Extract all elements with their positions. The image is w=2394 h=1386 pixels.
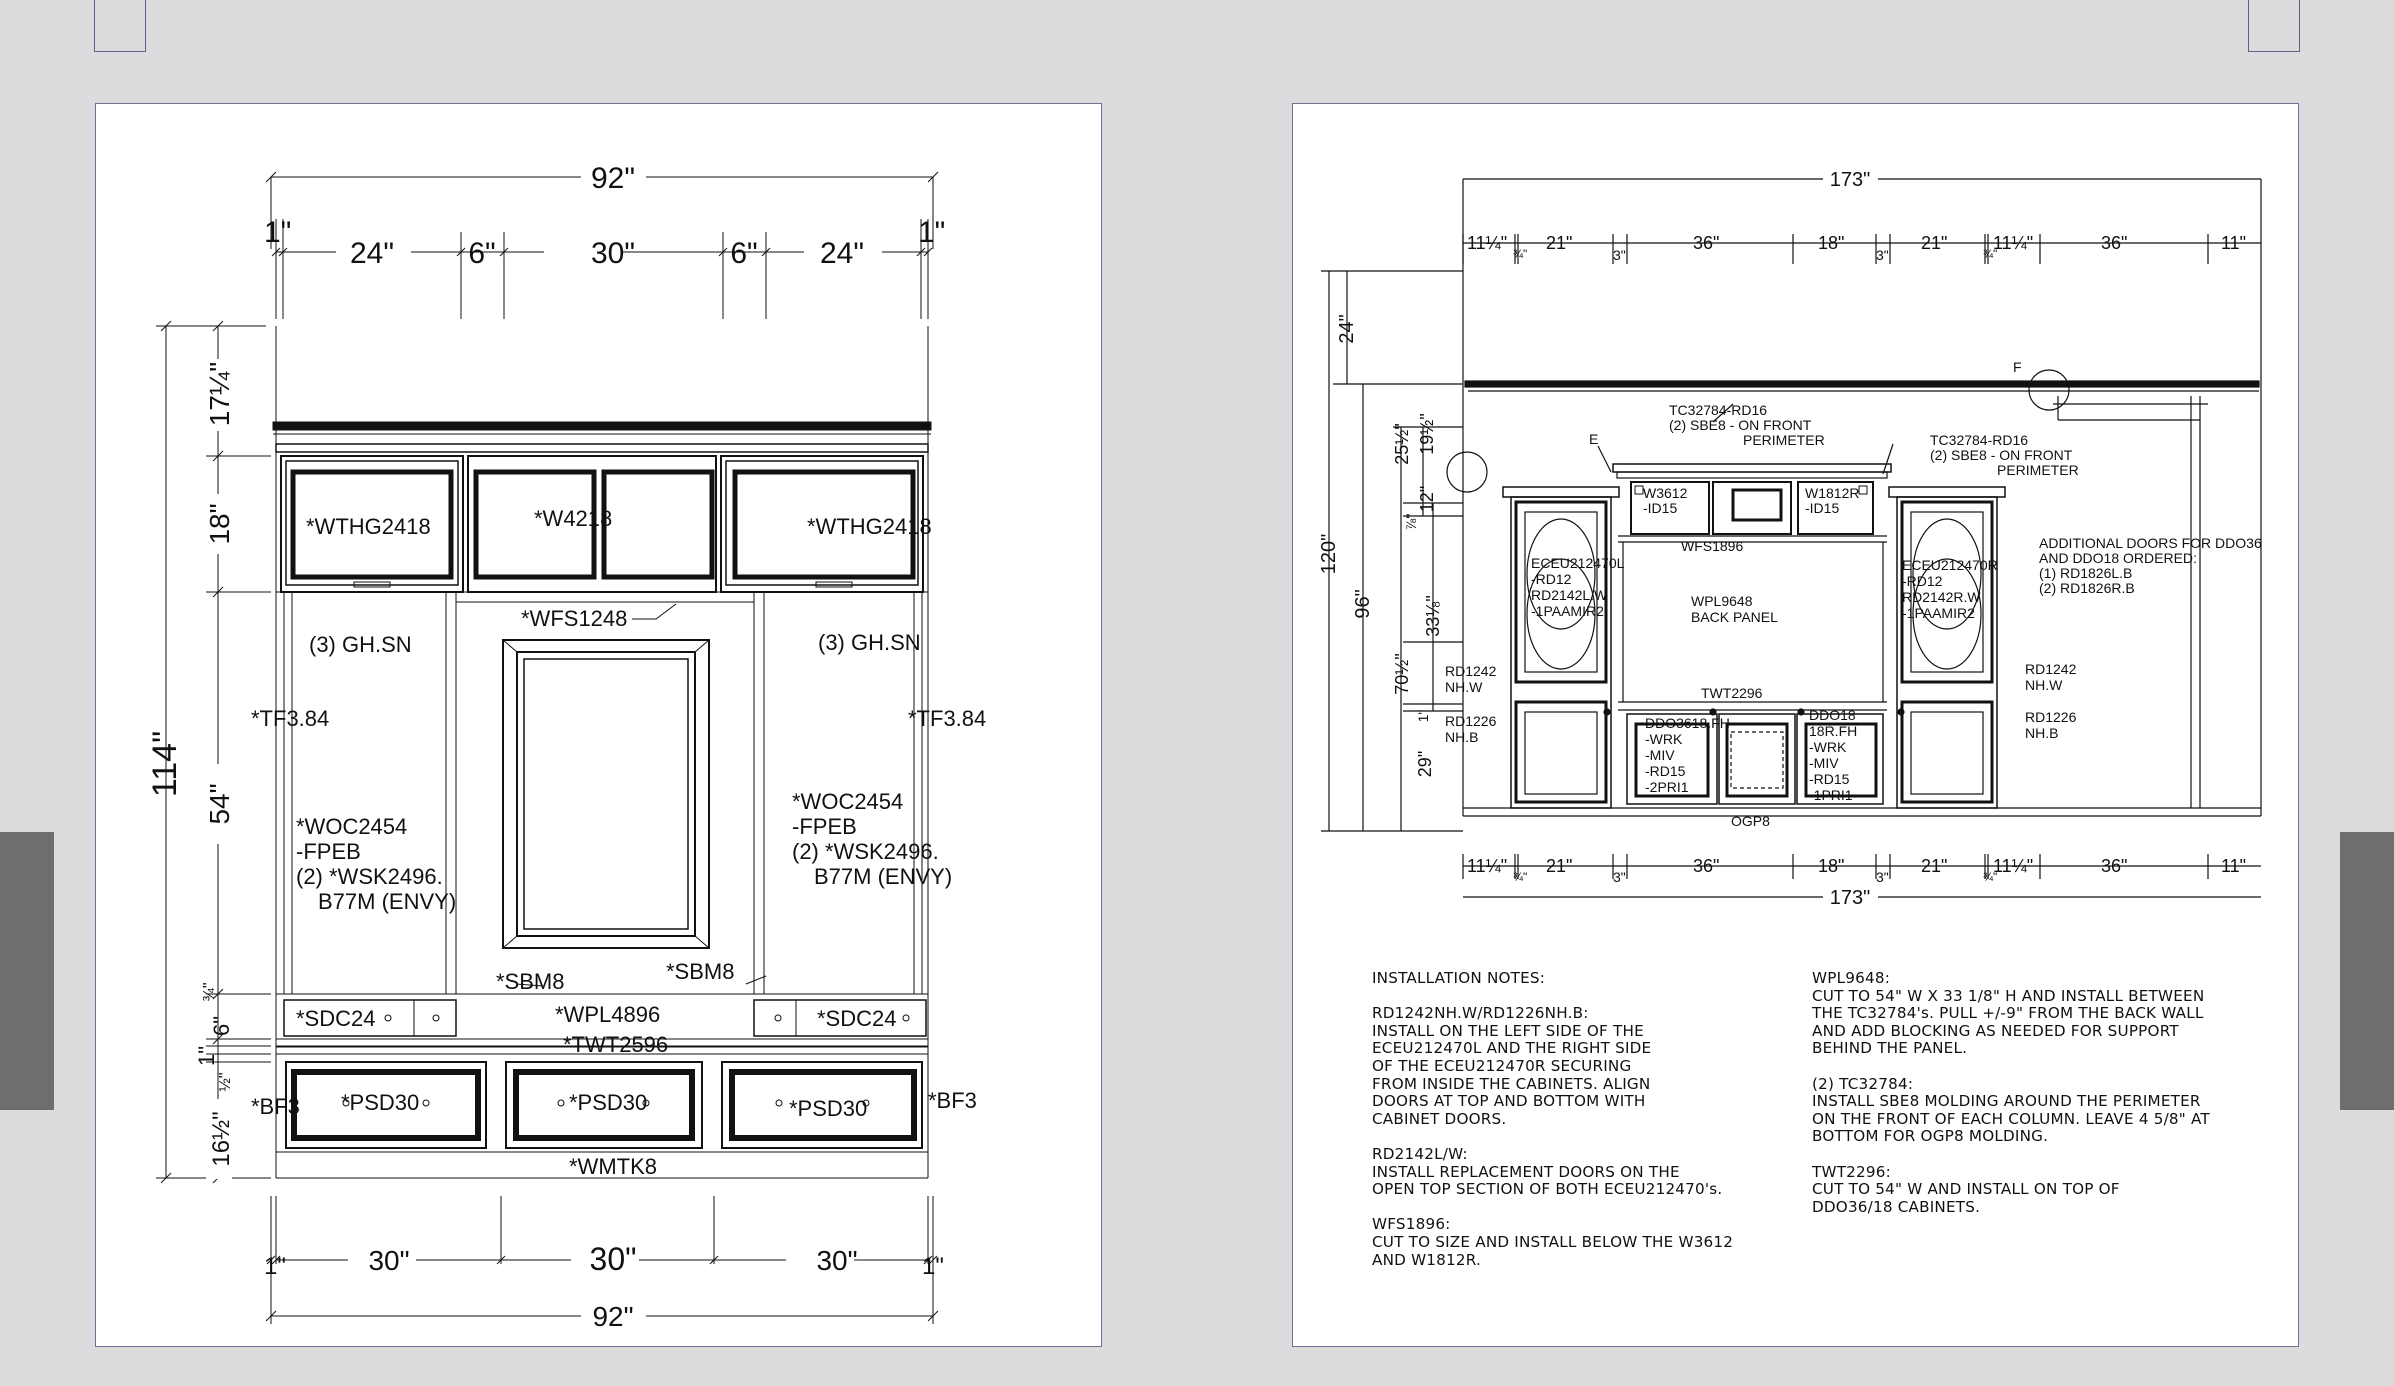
dim-bottom-30-left: 30" xyxy=(368,1245,410,1276)
dim-h-g: 1" xyxy=(1415,709,1431,723)
label-tc2-3: PERIMETER xyxy=(1997,462,2079,478)
marker-f: F xyxy=(2013,359,2022,375)
dim-top-30: 30" xyxy=(590,237,636,270)
dim-overall-bottom: 92" xyxy=(592,1301,634,1332)
label-twt2296: TWT2296 xyxy=(1701,685,1763,701)
label-psd-2: *PSD30 xyxy=(569,1090,648,1115)
dim-overall-bottom: 173" xyxy=(1829,887,1871,909)
installation-notes-left: INSTALLATION NOTES: RD1242NH.W/RD1226NH.B: INSTALL ON THE LEFT SIDE OF THE ECEU212470L AND THE RIGHT SIDE OF THE ECEU212470R SECURING FROM INSIDE THE CABINETS. ALIGN DOORS AT TOP AND BOTTOM WITH CABINET DOORS. RD2142L/W: INSTALL REPLACEMENT DOORS ON THE OPEN TOP SECTION OF BOTH ECEU212470's. WFS1896: CUT TO SIZE AND INSTALL BELOW THE W3612 AND W1812R. xyxy=(1372,969,1734,1269)
dim-h-h: 29" xyxy=(1415,750,1435,778)
dim-w-9: ¾" xyxy=(1983,247,1998,261)
label-wfs1248: *WFS1248 xyxy=(521,606,628,631)
label-woc-left-4: B77M (ENVY) xyxy=(318,889,457,914)
label-psd-3: *PSD30 xyxy=(789,1096,868,1121)
label-w3612-2: -ID15 xyxy=(1643,500,1678,516)
label-ddo18-6: -1PRI1 xyxy=(1809,787,1853,803)
dim-bottom-30-center: 30" xyxy=(589,1241,637,1277)
dim-height-top: 17¼" xyxy=(204,361,235,427)
label-gh-left: (3) GH.SN xyxy=(309,632,412,657)
dim-wb-3: 21" xyxy=(1546,856,1573,876)
dim-height-one: 1" xyxy=(194,1045,219,1067)
dim-top-1: 1" xyxy=(264,216,292,249)
label-ddo3618-1: DDO3618.FH xyxy=(1645,715,1730,731)
dim-w-7: 3" xyxy=(1876,247,1889,263)
dim-bottom-1-left: 1" xyxy=(264,1253,286,1280)
dim-w-3: 21" xyxy=(1546,233,1573,253)
dim-wb-9: ¾" xyxy=(1983,870,1998,884)
dim-w-11: 36" xyxy=(2101,233,2128,253)
dim-wb-5: 36" xyxy=(1693,856,1720,876)
dim-h-overall: 120" xyxy=(1318,533,1340,575)
dim-w-4: 3" xyxy=(1613,247,1626,263)
dim-overall-top: 92" xyxy=(590,162,636,195)
label-woc-right-1: *WOC2454 xyxy=(792,789,904,814)
label-ddo3618-5: -2PRI1 xyxy=(1645,779,1689,795)
label-rd1242-right-2: NH.W xyxy=(2025,677,2063,693)
label-tc2-1: TC32784-RD16 xyxy=(1930,432,2029,448)
label-sdc-left: *SDC24 xyxy=(296,1006,376,1031)
label-sdc-right: *SDC24 xyxy=(817,1006,897,1031)
dim-h-f: 70½" xyxy=(1392,653,1412,695)
label-wthg-right: *WTHG2418 xyxy=(807,514,932,539)
label-ece-right-2: -RD12 xyxy=(1902,573,1943,589)
label-psd-1: *PSD30 xyxy=(341,1090,420,1115)
dim-wb-1: 11¼" xyxy=(1467,856,1508,876)
label-wthg-left: *WTHG2418 xyxy=(306,514,431,539)
label-ddo3618-3: -MIV xyxy=(1645,747,1675,763)
label-ddo18-3: -WRK xyxy=(1809,739,1847,755)
dim-w-10: 11¼" xyxy=(1993,233,2034,253)
page-corner-mark-right xyxy=(2248,0,2300,52)
label-woc-left-2: -FPEB xyxy=(296,839,361,864)
label-ddo18-1: DDO18 xyxy=(1809,707,1856,723)
drawing-page-left xyxy=(95,103,1102,1347)
dim-wb-10: 11¼" xyxy=(1993,856,2034,876)
label-bf-right: *BF3 xyxy=(928,1088,977,1113)
dim-top-6-left: 6" xyxy=(468,237,496,270)
dim-overall-top: 173" xyxy=(1829,169,1871,191)
dim-w-5: 36" xyxy=(1693,233,1720,253)
dim-w-6: 18" xyxy=(1818,233,1845,253)
label-w1812-1: W1812R xyxy=(1805,485,1860,501)
label-additional-2: AND DDO18 ORDERED: xyxy=(2039,550,2197,566)
label-woc-right-2: -FPEB xyxy=(792,814,857,839)
label-rd1226-left-1: RD1226 xyxy=(1445,713,1497,729)
scroll-tab-left[interactable] xyxy=(0,832,54,1110)
label-additional-3: (1) RD1826L.B xyxy=(2039,565,2133,581)
dim-wb-12: 11" xyxy=(2221,856,2247,876)
drawing-page-right xyxy=(1292,103,2299,1347)
dim-wb-8: 21" xyxy=(1921,856,1948,876)
label-w4218: *W4218 xyxy=(534,506,613,531)
label-wmtk8: *WMTK8 xyxy=(569,1154,657,1179)
dim-bottom-30-right: 30" xyxy=(816,1245,858,1276)
dim-wb-11: 36" xyxy=(2101,856,2128,876)
dim-h-b: 19½" xyxy=(1417,413,1437,455)
dim-height-middle: 54" xyxy=(204,783,235,825)
dim-wb-4: 3" xyxy=(1613,869,1626,885)
dim-height-drawer: 6" xyxy=(209,1015,234,1037)
label-ddo18-4: -MIV xyxy=(1809,755,1839,771)
page-corner-mark-left xyxy=(94,0,146,52)
dim-bottom-1-right: 1" xyxy=(922,1253,944,1280)
label-ece-left-1: ECEU212470L xyxy=(1531,555,1625,571)
label-additional-1: ADDITIONAL DOORS FOR DDO36 xyxy=(2039,535,2262,551)
dim-w-12: 11" xyxy=(2221,233,2247,253)
dim-height-overall: 114" xyxy=(146,730,184,798)
dim-w-1: 11¼" xyxy=(1467,233,1508,253)
label-wpl9648-2: BACK PANEL xyxy=(1691,609,1778,625)
label-ogp8: OGP8 xyxy=(1731,813,1770,829)
label-wpl4896: *WPL4896 xyxy=(555,1002,661,1027)
label-tc1-3: PERIMETER xyxy=(1743,432,1825,448)
label-woc-left-1: *WOC2454 xyxy=(296,814,408,839)
label-ece-left-2: -RD12 xyxy=(1531,571,1572,587)
elevation-drawing-left xyxy=(96,104,1103,1348)
label-rd1226-right-2: NH.B xyxy=(2025,725,2059,741)
label-ddo18-2: 18R.FH xyxy=(1809,723,1858,739)
dim-h-top: 24" xyxy=(1336,314,1358,344)
label-woc-right-4: B77M (ENVY) xyxy=(814,864,953,889)
label-tf-left: *TF3.84 xyxy=(251,706,330,731)
label-wpl9648-1: WPL9648 xyxy=(1691,593,1753,609)
label-tc1-1: TC32784-RD16 xyxy=(1669,402,1768,418)
label-sbm-left: *SBM8 xyxy=(496,969,565,994)
dim-height-uppers: 18" xyxy=(204,503,235,545)
label-woc-left-3: (2) *WSK2496. xyxy=(296,864,443,889)
dim-h-a: 25½" xyxy=(1392,423,1412,465)
dim-top-1-right: 1" xyxy=(918,216,946,249)
label-ece-right-3: RD2142R.W xyxy=(1902,589,1981,605)
label-ddo3618-2: -WRK xyxy=(1645,731,1683,747)
label-ece-right-4: -1PAAMIR2 xyxy=(1902,605,1975,621)
installation-notes-right: WPL9648: CUT TO 54" W X 33 1/8" H AND INSTALL BETWEEN THE TC32784's. PULL +/-9" FROM THE BACK WALL AND ADD BLOCKING AS NEEDED FOR SUPPORT BEHIND THE PANEL. (2) TC32784: INSTALL SBE8 MOLDING AROUND THE PERIMETER ON THE FRONT OF EACH COLUMN. LEAVE 4 5/8" AT BOTTOM FOR OGP8 MOLDING. TWT2296: CUT TO 54" W AND INSTALL ON TOP OF DDO36/18 CABINETS. xyxy=(1812,969,2210,1216)
label-rd1242-right-1: RD1242 xyxy=(2025,661,2077,677)
dim-h-e: 33⅛" xyxy=(1423,595,1443,637)
dim-h-c: 12" xyxy=(1417,485,1437,513)
label-ddo18-5: -RD15 xyxy=(1809,771,1850,787)
label-rd1242-left-1: RD1242 xyxy=(1445,663,1497,679)
label-ece-right-1: ECEU212470R xyxy=(1902,557,1998,573)
dim-top-24-right: 24" xyxy=(819,237,865,270)
label-tc1-2: (2) SBE8 - ON FRONT xyxy=(1669,417,1812,433)
dim-height-fraction: ½" xyxy=(217,1072,234,1092)
label-tf-right: *TF3.84 xyxy=(908,706,987,731)
dim-wb-2: ¾" xyxy=(1513,870,1528,884)
label-sbm-right: *SBM8 xyxy=(666,959,735,984)
label-wfs1896: WFS1896 xyxy=(1681,538,1744,554)
label-bf-left: *BF3 xyxy=(251,1094,300,1119)
dim-height-small: ¾" xyxy=(201,982,218,1002)
label-w1812-2: -ID15 xyxy=(1805,500,1840,516)
dim-h-cabinet: 96" xyxy=(1352,589,1374,619)
label-gh-right: (3) GH.SN xyxy=(818,630,921,655)
marker-e: E xyxy=(1589,431,1599,447)
label-rd1226-right-1: RD1226 xyxy=(2025,709,2077,725)
dim-w-2: ¾" xyxy=(1513,247,1528,261)
label-ddo3618-4: -RD15 xyxy=(1645,763,1686,779)
dim-top-6-right: 6" xyxy=(730,237,758,270)
label-rd1226-left-2: NH.B xyxy=(1445,729,1479,745)
label-ece-left-4: -1PAAMIR2 xyxy=(1531,603,1604,619)
dim-height-base: 16½" xyxy=(208,1111,235,1167)
label-tc2-2: (2) SBE8 - ON FRONT xyxy=(1930,447,2073,463)
label-woc-right-3: (2) *WSK2496. xyxy=(792,839,939,864)
dim-wb-7: 3" xyxy=(1876,869,1889,885)
label-ece-left-3: RD2142L.W xyxy=(1531,587,1608,603)
label-w3612-1: W3612 xyxy=(1643,485,1688,501)
dim-wb-6: 18" xyxy=(1818,856,1845,876)
dim-top-24-left: 24" xyxy=(349,237,395,270)
dim-w-8: 21" xyxy=(1921,233,1948,253)
scroll-tab-right[interactable] xyxy=(2340,832,2394,1110)
dim-h-d: ⅞" xyxy=(1403,513,1419,531)
label-twt2596: *TWT2596 xyxy=(563,1032,669,1057)
label-rd1242-left-2: NH.W xyxy=(1445,679,1483,695)
label-additional-4: (2) RD1826R.B xyxy=(2039,580,2135,596)
